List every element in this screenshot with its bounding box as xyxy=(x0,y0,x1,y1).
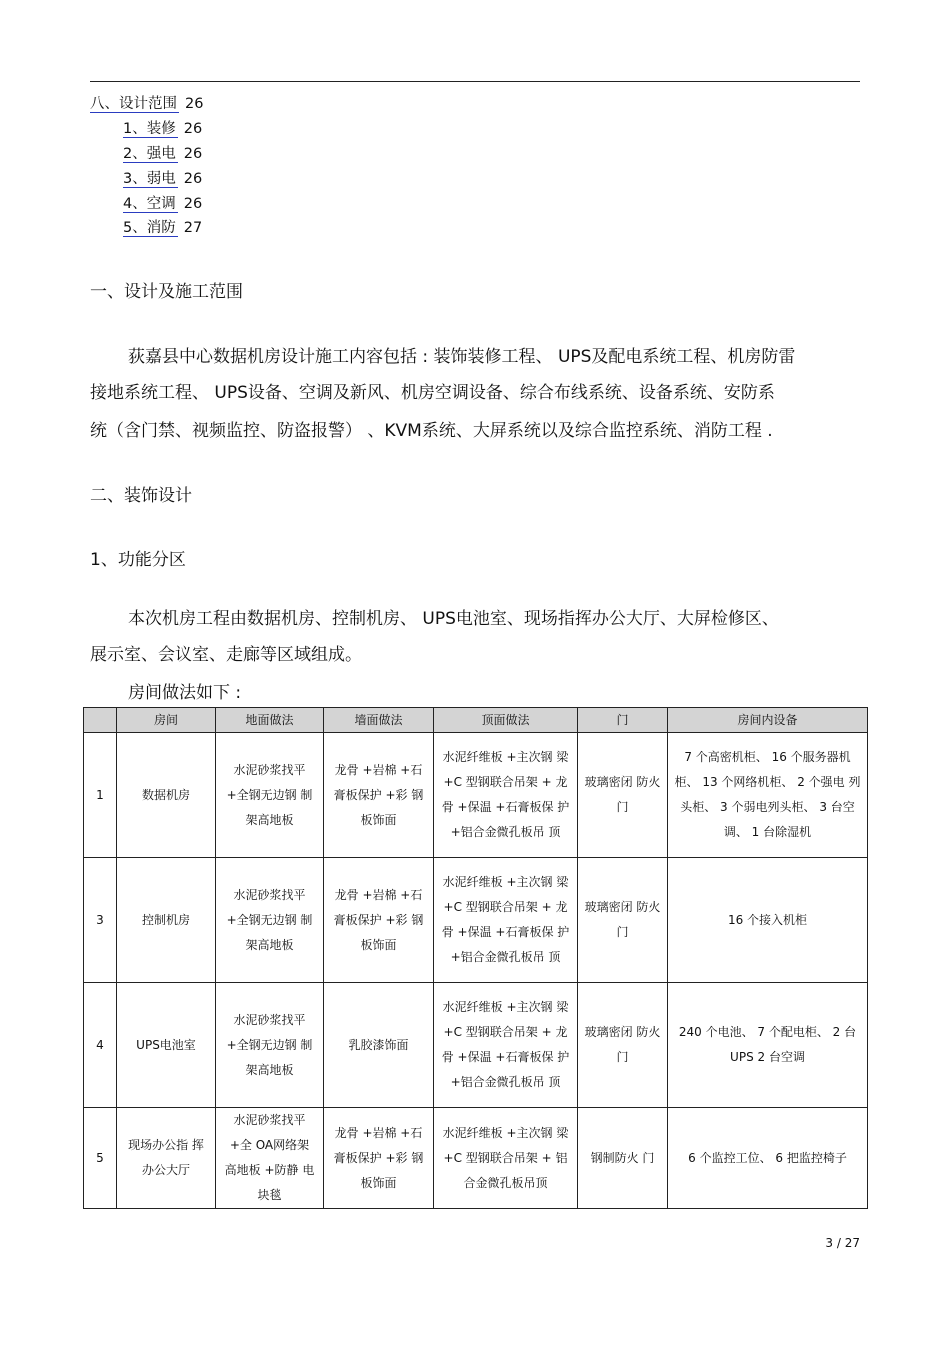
header-cell xyxy=(84,708,117,733)
header-cell: 房间内设备 xyxy=(668,708,868,733)
toc-page: 26 xyxy=(183,196,203,212)
cell-equipment: 16 个接入机柜 xyxy=(668,858,868,983)
cell-room: UPS电池室 xyxy=(117,983,216,1108)
toc-entry[interactable] xyxy=(90,95,203,113)
cell-wall: 龙骨 +岩棉 +石 膏板保护 +彩 钢板饰面 xyxy=(324,733,434,858)
header-rule xyxy=(90,81,860,82)
table-row xyxy=(84,1108,868,1209)
toc-title[interactable]: 5、消防 xyxy=(123,220,176,236)
cell-no: 3 xyxy=(84,858,117,983)
toc-entry[interactable] xyxy=(123,145,202,163)
toc-title[interactable]: 4、空调 xyxy=(123,196,176,212)
cell-wall: 龙骨 +岩棉 +石 膏板保护 +彩 钢板饰面 xyxy=(324,858,434,983)
header-cell: 顶面做法 xyxy=(434,708,578,733)
cell-ceiling: 水泥纤维板 +主次钢 梁+C 型钢联合吊架 + 龙骨 +保温 +石膏板保 护+铝合金微孔板吊 顶 xyxy=(434,858,578,983)
cell-door: 玻璃密闭 防火门 xyxy=(578,858,668,983)
section-heading: 二、装饰设计 xyxy=(90,486,192,506)
toc-page: 26 xyxy=(185,96,204,112)
room-table xyxy=(83,707,868,1209)
cell-ceiling: 水泥纤维板 +主次钢 梁+C 型钢联合吊架 + 龙骨 +保温 +石膏板保 护+铝合金微孔板吊 顶 xyxy=(434,733,578,858)
table-intro: 房间做法如下 : xyxy=(128,683,242,703)
cell-no: 1 xyxy=(84,733,117,858)
toc-entry[interactable] xyxy=(123,120,202,138)
cell-floor: 水泥砂浆找平 +全钢无边钢 制架高地板 xyxy=(216,983,324,1108)
cell-floor: 水泥砂浆找平 +全钢无边钢 制架高地板 xyxy=(216,733,324,858)
toc-page: 26 xyxy=(183,146,203,162)
cell-door: 玻璃密闭 防火门 xyxy=(578,983,668,1108)
intro-line: 荻嘉县中心数据机房设计施工内容包括 : 装饰装修工程、 UPS及配电系统工程、机房防雷 xyxy=(128,347,796,367)
table-row xyxy=(84,733,868,858)
toc-page: 27 xyxy=(183,220,203,236)
cell-no: 5 xyxy=(84,1108,117,1209)
header-cell: 墙面做法 xyxy=(324,708,434,733)
header-cell: 门 xyxy=(578,708,668,733)
zone-line: 本次机房工程由数据机房、控制机房、 UPS电池室、现场指挥办公大厅、大屏检修区、 xyxy=(128,609,779,629)
intro-line: 统（含门禁、视频监控、防盗报警） 、KVM系统、大屏系统以及综合监控系统、消防工程 . xyxy=(90,421,773,441)
cell-room: 现场办公指 挥办公大厅 xyxy=(117,1108,216,1209)
table-row xyxy=(84,858,868,983)
toc-page: 26 xyxy=(183,121,203,137)
cell-ceiling: 水泥纤维板 +主次钢 梁+C 型钢联合吊架 + 铝合金微孔板吊顶 xyxy=(434,1108,578,1209)
cell-room: 数据机房 xyxy=(117,733,216,858)
header-cell: 地面做法 xyxy=(216,708,324,733)
cell-floor: 水泥砂浆找平 +全 OA网络架 高地板 +防静 电块毯 xyxy=(216,1108,324,1209)
cell-equipment: 240 个电池、 7 个配电柜、 2 台 UPS 2 台空调 xyxy=(668,983,868,1108)
cell-equipment: 6 个监控工位、 6 把监控椅子 xyxy=(668,1108,868,1209)
cell-ceiling: 水泥纤维板 +主次钢 梁+C 型钢联合吊架 + 龙骨 +保温 +石膏板保 护+铝合金微孔板吊 顶 xyxy=(434,983,578,1108)
table-row xyxy=(84,983,868,1108)
toc-entry[interactable] xyxy=(123,219,202,237)
toc-page: 26 xyxy=(183,171,203,187)
toc-entry[interactable] xyxy=(123,170,202,188)
section-heading: 一、设计及施工范围 xyxy=(90,282,243,302)
cell-no: 4 xyxy=(84,983,117,1108)
cell-door: 玻璃密闭 防火门 xyxy=(578,733,668,858)
page-number: 3 / 27 xyxy=(825,1236,860,1250)
cell-room: 控制机房 xyxy=(117,858,216,983)
header-cell: 房间 xyxy=(117,708,216,733)
toc-title[interactable]: 八、设计范围 xyxy=(90,96,177,112)
cell-floor: 水泥砂浆找平 +全钢无边钢 制架高地板 xyxy=(216,858,324,983)
cell-wall: 龙骨 +岩棉 +石 膏板保护 +彩 钢板饰面 xyxy=(324,1108,434,1209)
intro-line: 接地系统工程、 UPS设备、空调及新风、机房空调设备、综合布线系统、设备系统、安防系 xyxy=(90,383,775,403)
toc-title[interactable]: 3、弱电 xyxy=(123,171,176,187)
toc-title[interactable]: 1、装修 xyxy=(123,121,176,137)
cell-wall: 乳胶漆饰面 xyxy=(324,983,434,1108)
table-header-row xyxy=(84,708,868,733)
toc-title[interactable]: 2、强电 xyxy=(123,146,176,162)
sub-heading: 1、功能分区 xyxy=(90,550,186,570)
cell-door: 钢制防火 门 xyxy=(578,1108,668,1209)
toc-entry[interactable] xyxy=(123,195,202,213)
zone-line: 展示室、会议室、走廊等区域组成。 xyxy=(90,645,362,665)
cell-equipment: 7 个高密机柜、 16 个服务器机 柜、 13 个网络机柜、 2 个强电 列头柜、 3 个弱电列头柜、 3 台空调、 1 台除湿机 xyxy=(668,733,868,858)
